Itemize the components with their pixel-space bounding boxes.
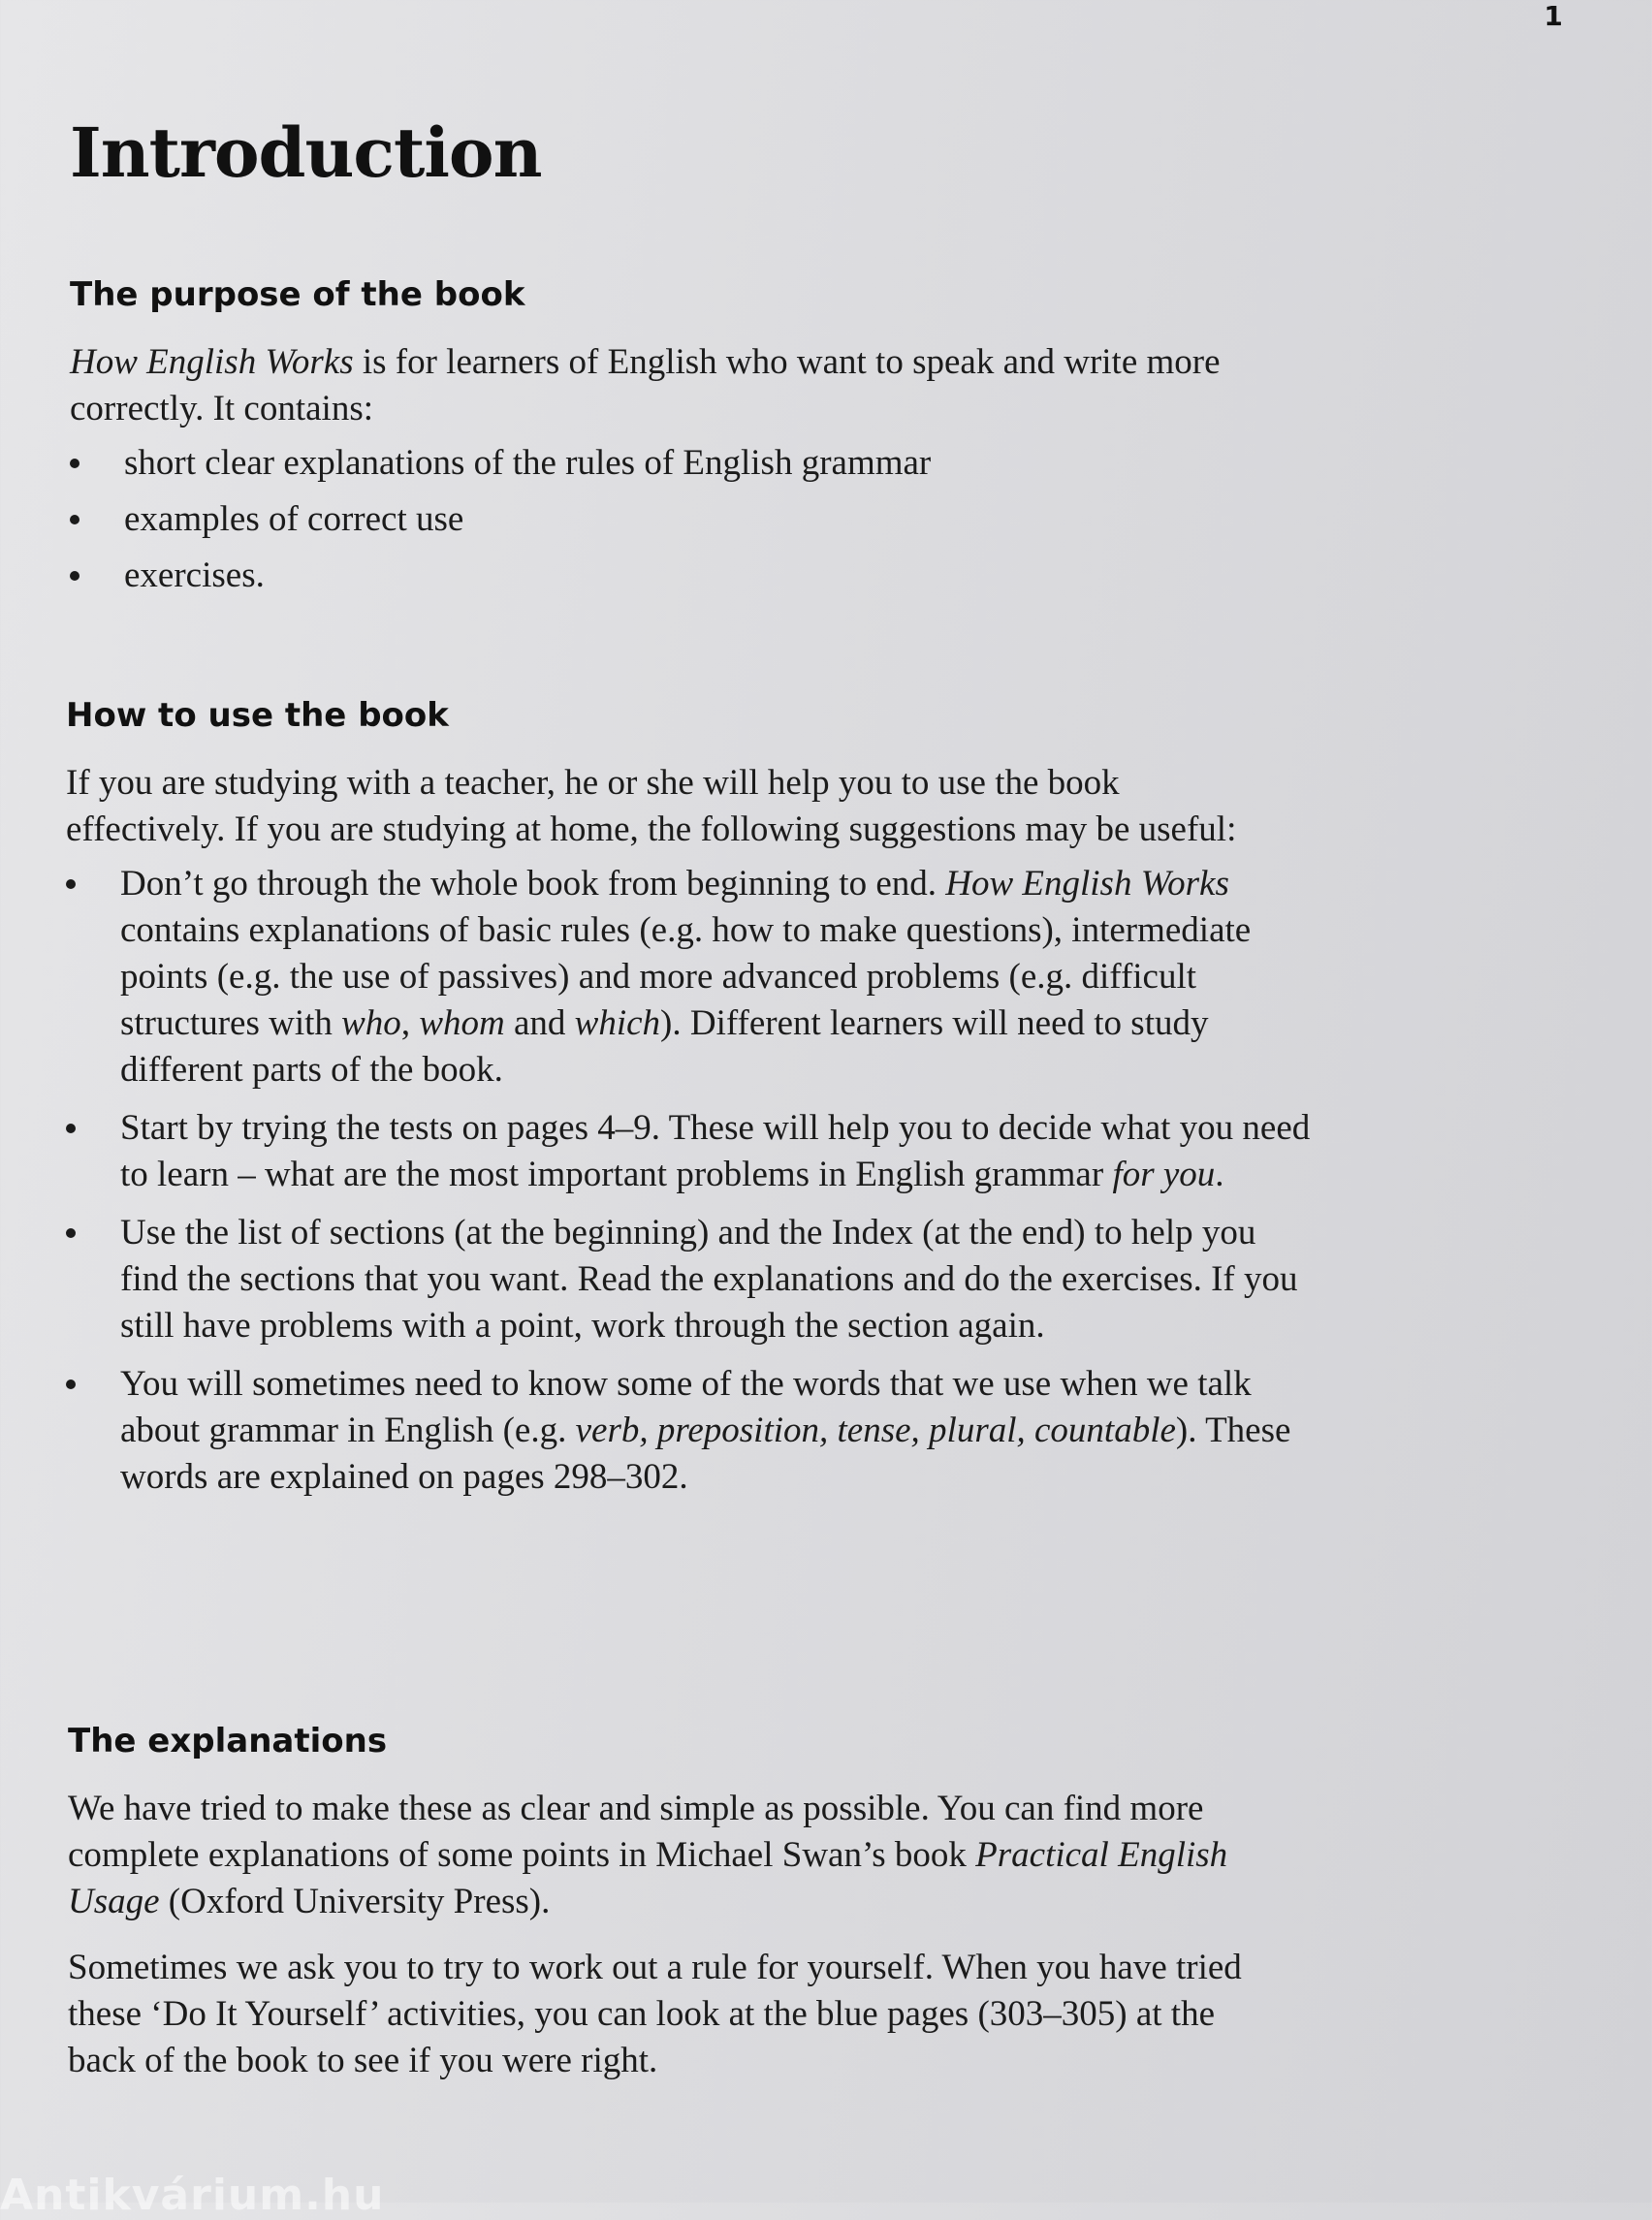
text-run: Start by trying the tests on pages 4–9. These will help you to decide what you need to learn – what are the most important problems in English grammar: [120, 1108, 1311, 1194]
how-to-use-intro: If you are studying with a teacher, he or she will help you to use the book effectively. If you are studying at home, the following suggestions may be useful:: [66, 763, 1237, 849]
section-heading-explanations: The explanations: [68, 1722, 388, 1760]
text-run: Don’t go through the whole book from beginning to end.: [120, 864, 946, 904]
section-heading-purpose: The purpose of the book: [70, 275, 525, 314]
do-it-yourself-paragraph: Sometimes we ask you to try to work out a rule for yourself. When you have tried these ‘Do It Yourself’ activities, you can look at the blue pages (303–305) at the back of the book to see if you were right.: [68, 1948, 1242, 2080]
watermark: Antikvárium.hu: [0, 2171, 385, 2220]
text-run: We have tried to make these as clear and simple as possible. You can find more complete explanations of some points in Michael Swan’s book: [68, 1789, 1204, 1875]
page-title: Introduction: [70, 112, 542, 193]
text-run: .: [1215, 1155, 1224, 1194]
list-item-text: exercises.: [124, 555, 265, 595]
text-run: (Oxford University Press).: [159, 1882, 551, 1921]
list-item: [66, 1210, 1317, 1349]
list-item: [70, 496, 1330, 543]
list-item: [66, 1105, 1317, 1198]
bullet-icon: [66, 1124, 76, 1133]
text-run: ,: [400, 1003, 420, 1043]
section-heading-how-to-use: How to use the book: [66, 696, 449, 735]
bullet-icon: [70, 459, 79, 468]
book-title: Practical English Usage: [68, 1835, 1228, 1921]
list-item-text: [120, 864, 1251, 1090]
bullet-icon: [66, 1228, 76, 1238]
purpose-intro-text: is for learners of English who want to speak and write more correctly. It contains:: [70, 342, 1221, 428]
list-item: [70, 553, 1330, 599]
text-run: ). Different learners will need to study different parts of the book.: [120, 1003, 1209, 1090]
list-item: [70, 440, 1330, 487]
list-item: [66, 861, 1317, 1094]
text-run: and: [504, 1003, 575, 1043]
list-item: [66, 1361, 1317, 1501]
bullet-icon: [66, 879, 76, 889]
bullet-icon: [66, 1380, 76, 1389]
list-item-text: [120, 1364, 1290, 1497]
text-run: contains explanations of basic rules (e.g. how to make questions), intermediate points (e.g. the use of passives) and more advanced problems (e.g. difficult structures with: [120, 910, 1252, 1043]
bullet-icon: [70, 515, 79, 524]
text-run: You will sometimes need to know some of the words that we use when we talk about grammar in English (e.g.: [120, 1364, 1252, 1450]
term: who: [341, 1003, 401, 1043]
bullet-icon: [70, 571, 79, 581]
explanations-paragraph: [68, 1786, 1309, 1925]
page-number: 1: [1543, 0, 1563, 32]
term: whom: [419, 1003, 505, 1043]
list-item-text: [120, 1108, 1310, 1194]
purpose-intro: [70, 339, 1262, 432]
list-item-text: short clear explanations of the rules of English grammar: [124, 443, 932, 483]
book-title: How English Works: [70, 342, 354, 382]
list-item-text: Use the list of sections (at the beginning) and the Index (at the end) to help you find the sections that you want. Read the explanations and do the exercises. If you still have problems with a point, work through the section again.: [120, 1213, 1298, 1346]
section-how-to-use: [66, 696, 1326, 1510]
section-purpose: [70, 275, 1330, 609]
section-explanations: [68, 1722, 1328, 2106]
emphasis: for you: [1112, 1155, 1216, 1194]
book-title: How English Works: [945, 864, 1229, 904]
list-item-text: examples of correct use: [124, 499, 464, 539]
term: which: [574, 1003, 661, 1043]
how-to-use-list: [66, 861, 1317, 1501]
terms: verb, preposition, tense, plural, countable: [575, 1411, 1176, 1450]
purpose-list: [70, 440, 1330, 599]
text-run: ). These words are explained on pages 298–302.: [120, 1411, 1291, 1497]
